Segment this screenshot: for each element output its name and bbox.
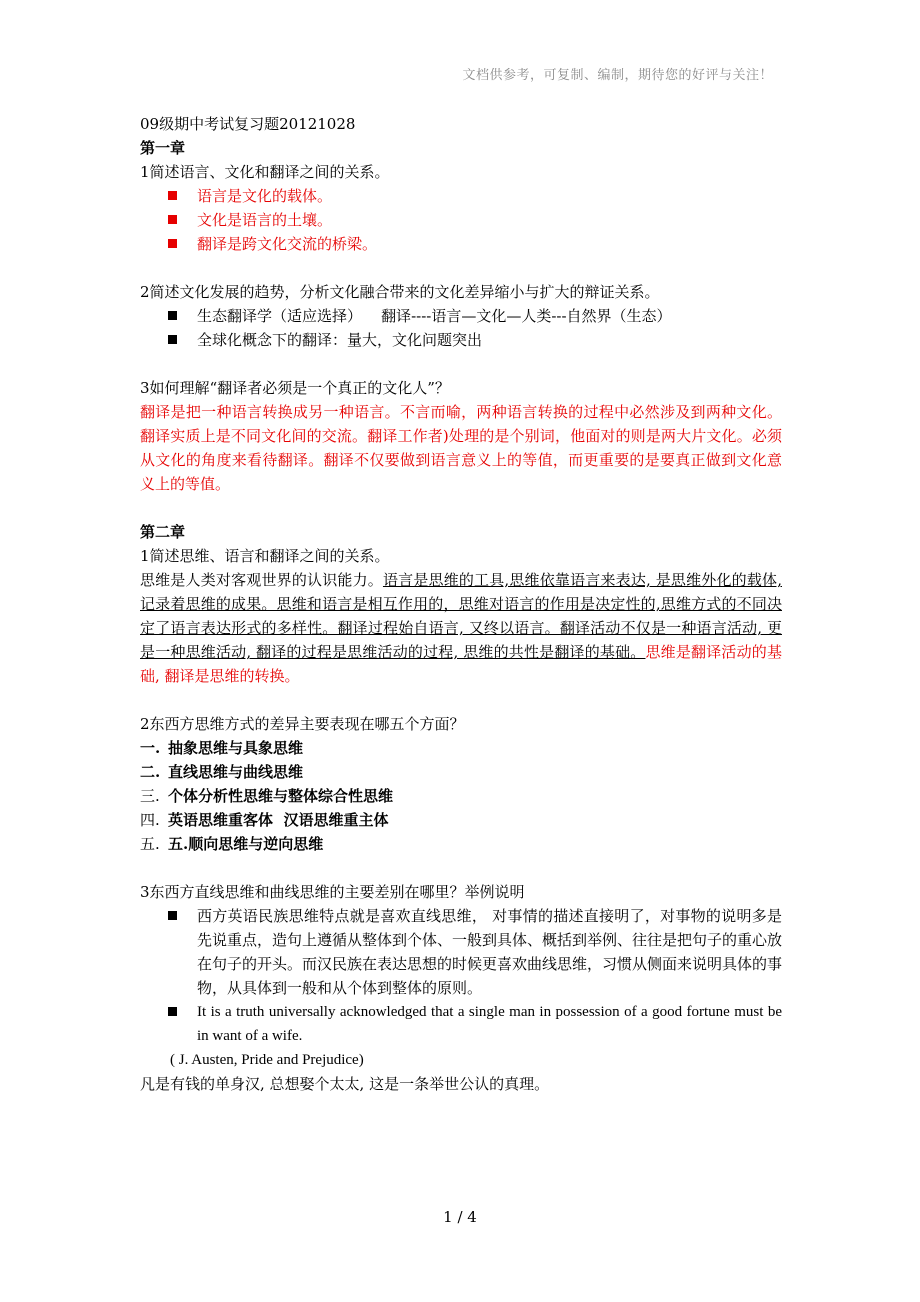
header-note: 文档供参考，可复制、编制，期待您的好评与关注！ xyxy=(462,68,773,83)
square-bullet-icon xyxy=(168,311,177,320)
page-number: 1 / 4 xyxy=(443,1208,477,1226)
ch1-answer-3: 翻译是把一种语言转换成另一种语言。不言而喻，两种语言转换的过程中必然涉及到两种文化。翻译实质上是不同文化间的交流。翻译工作者)处理的是个别词，他面对的则是两大片文化。必须从文化的角度来看待翻译。翻译不仅要做到语言意义上的等值，而更重要的是要真正做到文化意义上的等值。 xyxy=(140,403,782,493)
list-item: 三. 个体分析性思维与整体综合性思维 xyxy=(140,787,394,805)
ch2-question-1: 1简述思维、语言和翻译之间的关系。 xyxy=(140,547,390,565)
list-item: 二. 直线思维与曲线思维 xyxy=(140,763,304,781)
chapter-1-heading: 第一章 xyxy=(140,139,186,157)
square-bullet-icon xyxy=(168,239,177,248)
ch1-question-1: 1简述语言、文化和翻译之间的关系。 xyxy=(140,163,390,181)
chapter-2-heading: 第二章 xyxy=(140,523,186,541)
ch2-question-3: 3东西方直线思维和曲线思维的主要差别在哪里？举例说明 xyxy=(140,883,525,901)
square-bullet-icon xyxy=(168,191,177,200)
doc-title: 09级期中考试复习题20121028 xyxy=(140,115,356,133)
list-item: 四. 英语思维重客体 汉语思维重主体 xyxy=(140,811,389,829)
document-body xyxy=(140,112,782,1096)
answer-text-plain: 思维是人类对客观世界的认识能力。 xyxy=(140,571,383,589)
square-bullet-icon xyxy=(168,911,177,920)
square-bullet-icon xyxy=(168,215,177,224)
ch1-question-3: 3如何理解“翻译者必须是一个真正的文化人”？ xyxy=(140,379,450,397)
quote-source: ( J. Austen, Pride and Prejudice) xyxy=(170,1052,364,1068)
list-item: 西方英语民族思维特点就是喜欢直线思维， 对事情的描述直接明了，对事物的说明多是先说重点，造句上遵循从整体到个体、一般到具体、概括到举例、往往是把句子的重心放在句子的开头。而汉民族在表达思想的时候更喜欢曲线思维，习惯从侧面来说明具体的事物，从具体到一般和从个体到整体的原则。 xyxy=(140,904,782,1000)
list-item: 五. 五.顺向思维与逆向思维 xyxy=(140,835,324,853)
list-item: 语言是文化的载体。 xyxy=(140,184,782,208)
ch1-question-2: 2简述文化发展的趋势，分析文化融合带来的文化差异缩小与扩大的辩证关系。 xyxy=(140,283,660,301)
list-item: It is a truth universally acknowledged that a single man in possession of a good fortune must be in want of a wife. xyxy=(140,1000,782,1048)
list-item: 全球化概念下的翻译：量大，文化问题突出 xyxy=(140,328,782,352)
square-bullet-icon xyxy=(168,335,177,344)
answer-text-underlined: 语言是思维的工具,思维依靠语言来表达, 是思维外化的载体, 记录着思维的成果。思维和语言是相互作用的，思维对语言的作用是决定性的,思维方式的不同决定了语言表达形式的多样性。翻译过程始自语言, 又终以语言。翻译活动不仅是一种语言活动, 更是一种思维活动, 翻译的过程是思维活动的过程, 思维的共性是翻译的基础。 xyxy=(140,571,782,661)
list-item: 翻译是跨文化交流的桥梁。 xyxy=(140,232,782,256)
list-item: 文化是语言的土壤。 xyxy=(140,208,782,232)
list-item: 一. 抽象思维与具象思维 xyxy=(140,739,304,757)
ch2-answer-1 xyxy=(140,568,782,688)
list-item: 生态翻译学（适应选择） 翻译----语言—文化—人类---自然界（生态） xyxy=(140,304,782,328)
square-bullet-icon xyxy=(168,1007,177,1016)
quote-translation: 凡是有钱的单身汉, 总想娶个太太, 这是一条举世公认的真理。 xyxy=(140,1075,550,1093)
answer-text-red: 思维是翻译活动的基础, 翻译是思维的转换。 xyxy=(140,643,782,685)
ch2-question-2: 2东西方思维方式的差异主要表现在哪五个方面？ xyxy=(140,715,465,733)
